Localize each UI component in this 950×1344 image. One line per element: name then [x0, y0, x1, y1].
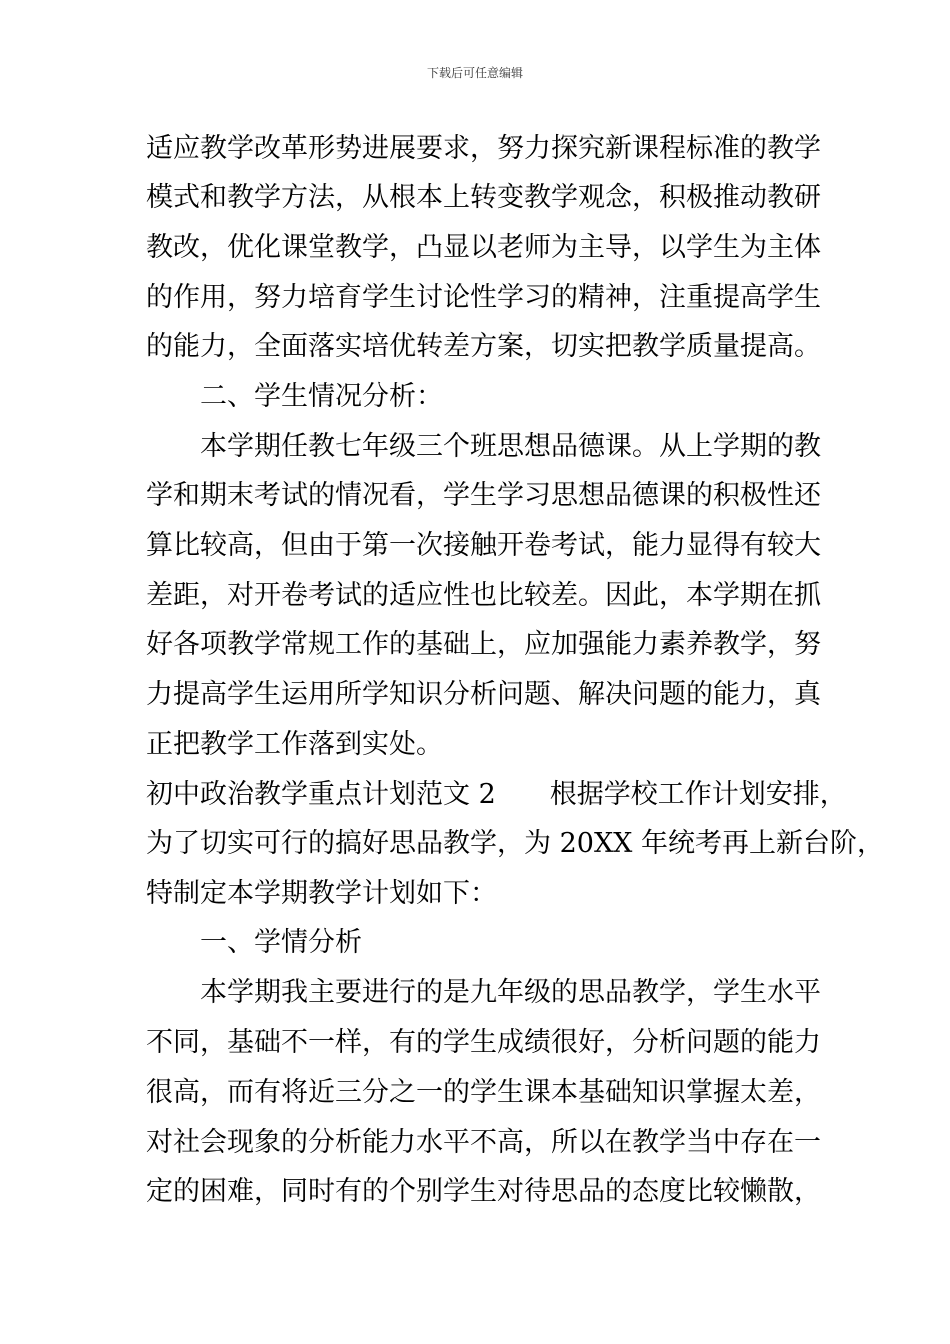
- section-heading: 一、学情分析: [146, 927, 362, 958]
- page-header: 下载后可任意编辑: [426, 66, 523, 80]
- body-line: 本学期我主要进行的是九年级的思品教学，学生水平: [146, 977, 821, 1008]
- body-line: 的作用，努力培育学生讨论性学习的精神，注重提高学生: [146, 282, 821, 313]
- body-line: 模式和教学方法，从根本上转变教学观念，积极推动教研: [146, 182, 821, 213]
- body-line: 的能力，全面落实培优转差方案，切实把教学质量提高。: [146, 331, 821, 362]
- body-line: 学和期末考试的情况看，学生学习思想品德课的积极性还: [146, 480, 821, 511]
- body-line: 很高，而有将近三分之一的学生课本基础知识掌握太差，: [146, 1077, 821, 1108]
- body-line: 力提高学生运用所学知识分析问题、解决问题的能力，真: [146, 679, 821, 710]
- body-line: 差距，对开卷考试的适应性也比较差。因此，本学期在抓: [146, 580, 821, 611]
- body-line: 特制定本学期教学计划如下：: [146, 878, 497, 909]
- body-line: 教改，优化课堂教学，凸显以老师为主导，以学生为主体: [146, 232, 821, 263]
- body-line: 适应教学改革形势进展要求，努力探究新课程标准的教学: [146, 133, 821, 164]
- body-line: 算比较高，但由于第一次接触开卷考试，能力显得有较大: [146, 530, 821, 561]
- body-line: 对社会现象的分析能力水平不高，所以在教学当中存在一: [146, 1127, 821, 1158]
- section-heading: 二、学生情况分析：: [146, 381, 443, 412]
- body-line: 本学期任教七年级三个班思想品德课。从上学期的教: [146, 431, 821, 462]
- article-title-line: 初中政治教学重点计划范文 2 根据学校工作计划安排，: [146, 779, 847, 810]
- body-line: 正把教学工作落到实处。: [146, 729, 443, 760]
- body-line: 好各项教学常规工作的基础上，应加强能力素养教学，努: [146, 629, 821, 660]
- body-line: 定的困难，同时有的个别学生对待思品的态度比较懒散，: [146, 1176, 821, 1207]
- body-line: 不同，基础不一样，有的学生成绩很好，分析问题的能力: [146, 1027, 821, 1058]
- body-line: 为了切实可行的搞好思品教学，为 20XX 年统考再上新台阶，: [146, 828, 884, 859]
